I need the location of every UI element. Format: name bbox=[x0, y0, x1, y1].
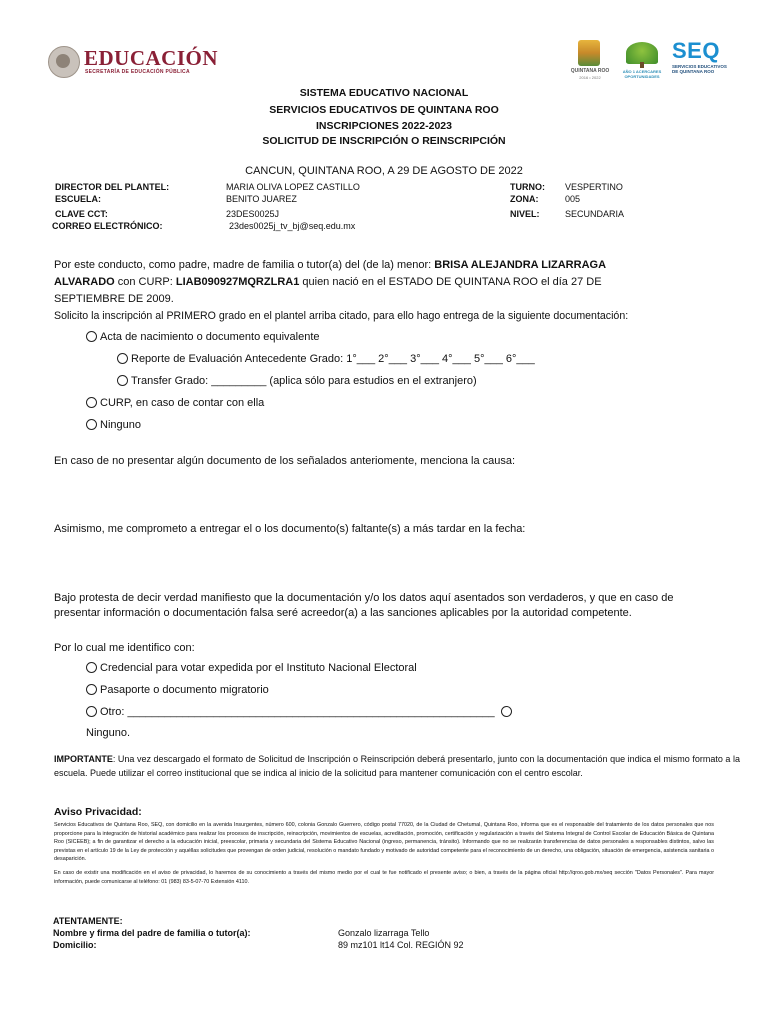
correo-value: 23des0025j_tv_bj@seq.edu.mx bbox=[229, 221, 356, 231]
important-label: IMPORTANTE bbox=[54, 754, 113, 764]
nivel-label: NIVEL: bbox=[510, 209, 540, 219]
quintana-roo-years: 2016 • 2022 bbox=[579, 75, 601, 80]
radio-icon[interactable] bbox=[86, 684, 97, 695]
address-value: 89 mz101 lt14 Col. REGIÓN 92 bbox=[338, 940, 464, 950]
quintana-roo-logo-icon bbox=[578, 40, 600, 66]
zona-value: 005 bbox=[565, 194, 581, 204]
missing-cause-text: En caso de no presentar algún documento de los señalados anteriomente, menciona la causa: bbox=[54, 455, 516, 467]
radio-icon[interactable] bbox=[86, 397, 97, 408]
intro-line-3: SEPTIEMBRE DE 2009. bbox=[54, 293, 174, 305]
commitment-text: Asimismo, me comprometo a entregar el o los documento(s) faltante(s) a más tardar en la fecha: bbox=[54, 523, 526, 535]
tree-logo-label: AÑO 1 ACERCARES OPORTUNIDADES bbox=[622, 69, 662, 79]
radio-icon[interactable] bbox=[86, 706, 97, 717]
radio-icon[interactable] bbox=[86, 331, 97, 342]
zona-label: ZONA: bbox=[510, 194, 539, 204]
important-note: IMPORTANTE: Una vez descargado el formato de Solicitud de Inscripción o Reinscripción deberá presentarlo, junto con la documentación que indica el mismo formato a la escuela. Puede utilizar el correo institucional que se indica al inicio de la solicitud para mantener comunicación con el centro escolar. bbox=[54, 754, 740, 778]
date-line: CANCUN, QUINTANA ROO, A 29 DE AGOSTO DE 2022 bbox=[245, 165, 523, 177]
identify-label: Por lo cual me identifico con: bbox=[54, 642, 195, 654]
turno-value: VESPERTINO bbox=[565, 182, 623, 192]
privacy-title: Aviso Privacidad: bbox=[54, 806, 142, 818]
declaration-line-1: Bajo protesta de decir verdad manifiesto que la documentación y/o los datos aquí asentados son verdaderos, y que en caso de bbox=[54, 592, 674, 604]
privacy-text-2: En caso de existir una modificación en el aviso de privacidad, lo haremos de su conocimiento a través del mismo medio por el cual te fue notificado el presente aviso; o bien, a través de la página oficial http://qroo.gob.mx/seq sección "Datos Personales". Para mayor información, puede comunicarse al teléfono: 01 (983) 83-5-07-70 Extensión 4110. bbox=[54, 870, 714, 885]
signature-name-value: Gonzalo lizarraga Tello bbox=[338, 928, 430, 938]
nivel-value: SECUNDARIA bbox=[565, 209, 625, 219]
doc-option-reporte[interactable]: Reporte de Evaluación Antecedente Grado: 1°___ 2°___ 3°___ 4°___ 5°___ 6°___ bbox=[117, 351, 535, 368]
edu-logo-title: EDUCACIÓN bbox=[84, 46, 219, 70]
document-title-4: SOLICITUD DE INSCRIPCIÓN O REINSCRIPCIÓN bbox=[262, 135, 506, 147]
tree-trunk-icon bbox=[640, 62, 644, 68]
escuela-value: BENITO JUAREZ bbox=[226, 194, 297, 204]
document-title-1: SISTEMA EDUCATIVO NACIONAL bbox=[299, 87, 469, 99]
privacy-text-1: Servicios Educativos de Quintana Roo, SEQ, con domicilio en la avenida Insurgentes, número 600, colonia Gonzalo Guerrero, código postal 77020, de la Ciudad de Chetumal, Quintana Roo, informa que es el responsable del tratamiento de los datos personales que nos proporcione para la integración de historial académico para realizar los procesos de inscripción, reinscripción, movimientos de escuelas, acreditación, promoción, certificación y regularización a través del Sistema Integral de Control Escolar de Educación Básica de Quintana Roo (SICEEB); a fin de garantizar el derecho a la educación inicial, preescolar, primaria y secundaria del Sistema Educativo Nacional (ingreso, permanencia, tránsito). Informando que no se realizarán transferencias de datos personales a responsables distintos, salvo las previstas en el artículo 19 de la Ley de protección y aquéllas solicitudes que provengan de orden judicial, resolución o mandato fundado y motivado de autoridad competente para el reconocimiento de un derecho, una obligación, situación de emergencia, asistencia sanitaria o desaparición. bbox=[54, 822, 714, 863]
cct-value: 23DES0025J bbox=[226, 209, 280, 219]
edu-logo-subtitle: SECRETARÍA DE EDUCACIÓN PÚBLICA bbox=[85, 69, 190, 75]
director-value: MARIA OLIVA LOPEZ CASTILLO bbox=[226, 182, 360, 192]
atentamente-label: ATENTAMENTE: bbox=[53, 916, 123, 926]
seq-logo-subtitle: SERVICIOS EDUCATIVOS DE QUINTANA ROO bbox=[672, 64, 727, 74]
student-name-1: BRISA ALEJANDRA LIZARRAGA bbox=[434, 259, 607, 271]
tree-logo-icon bbox=[626, 42, 658, 64]
quintana-roo-label: QUINTANA ROO bbox=[570, 68, 610, 74]
intro-line-2: ALVARADO con CURP: LIAB090927MQRZLRA1 quien nació en el ESTADO DE QUINTANA ROO el día 27 DE bbox=[54, 276, 602, 288]
id-option-otro[interactable]: Otro: ____________________________________________________________ bbox=[86, 704, 515, 721]
sep-seal-inner-icon bbox=[56, 54, 70, 68]
id-other-value: Ninguno. bbox=[86, 727, 131, 739]
document-title-2: SERVICIOS EDUCATIVOS DE QUINTANA ROO bbox=[269, 104, 499, 116]
doc-option-transfer[interactable]: Transfer Grado: _________ (aplica sólo para estudios en el extranjero) bbox=[117, 373, 477, 390]
declaration-line-2: presentar información o documentación falsa seré acreedor(a) a las sanciones aplicables por la autoridad competente. bbox=[54, 607, 632, 619]
intro-line-4: Solicito la inscripción al PRIMERO grado en el plantel arriba citado, para ello hago entrega de la siguiente documentación: bbox=[54, 310, 629, 322]
turno-label: TURNO: bbox=[510, 182, 545, 192]
doc-option-acta[interactable]: Acta de nacimiento o documento equivalente bbox=[86, 329, 320, 346]
seq-logo-title: SEQ bbox=[672, 38, 720, 63]
intro-line-1: Por este conducto, como padre, madre de familia o tutor(a) del (de la) menor: BRISA ALEJANDRA LIZARRAGA bbox=[54, 259, 607, 271]
student-name-2: ALVARADO bbox=[54, 276, 115, 288]
id-option-ine[interactable]: Credencial para votar expedida por el Instituto Nacional Electoral bbox=[86, 660, 417, 677]
signature-name-label: Nombre y firma del padre de familia o tutor(a): bbox=[53, 928, 251, 938]
radio-icon[interactable] bbox=[117, 375, 128, 386]
doc-option-curp[interactable]: CURP, en caso de contar con ella bbox=[86, 395, 264, 412]
radio-icon[interactable] bbox=[501, 706, 512, 717]
radio-icon[interactable] bbox=[117, 353, 128, 364]
correo-label: CORREO ELECTRÓNICO: bbox=[52, 221, 163, 231]
director-label: DIRECTOR DEL PLANTEL: bbox=[55, 182, 170, 192]
radio-icon[interactable] bbox=[86, 662, 97, 673]
curp-value: LIAB090927MQRZLRA1 bbox=[175, 276, 300, 288]
cct-label: CLAVE CCT: bbox=[55, 209, 108, 219]
doc-option-ninguno[interactable]: Ninguno bbox=[86, 417, 141, 434]
id-option-pasaporte[interactable]: Pasaporte o documento migratorio bbox=[86, 682, 269, 699]
radio-icon[interactable] bbox=[86, 419, 97, 430]
address-label: Domicilio: bbox=[53, 940, 97, 950]
escuela-label: ESCUELA: bbox=[55, 194, 102, 204]
document-title-3: INSCRIPCIONES 2022-2023 bbox=[316, 120, 452, 132]
